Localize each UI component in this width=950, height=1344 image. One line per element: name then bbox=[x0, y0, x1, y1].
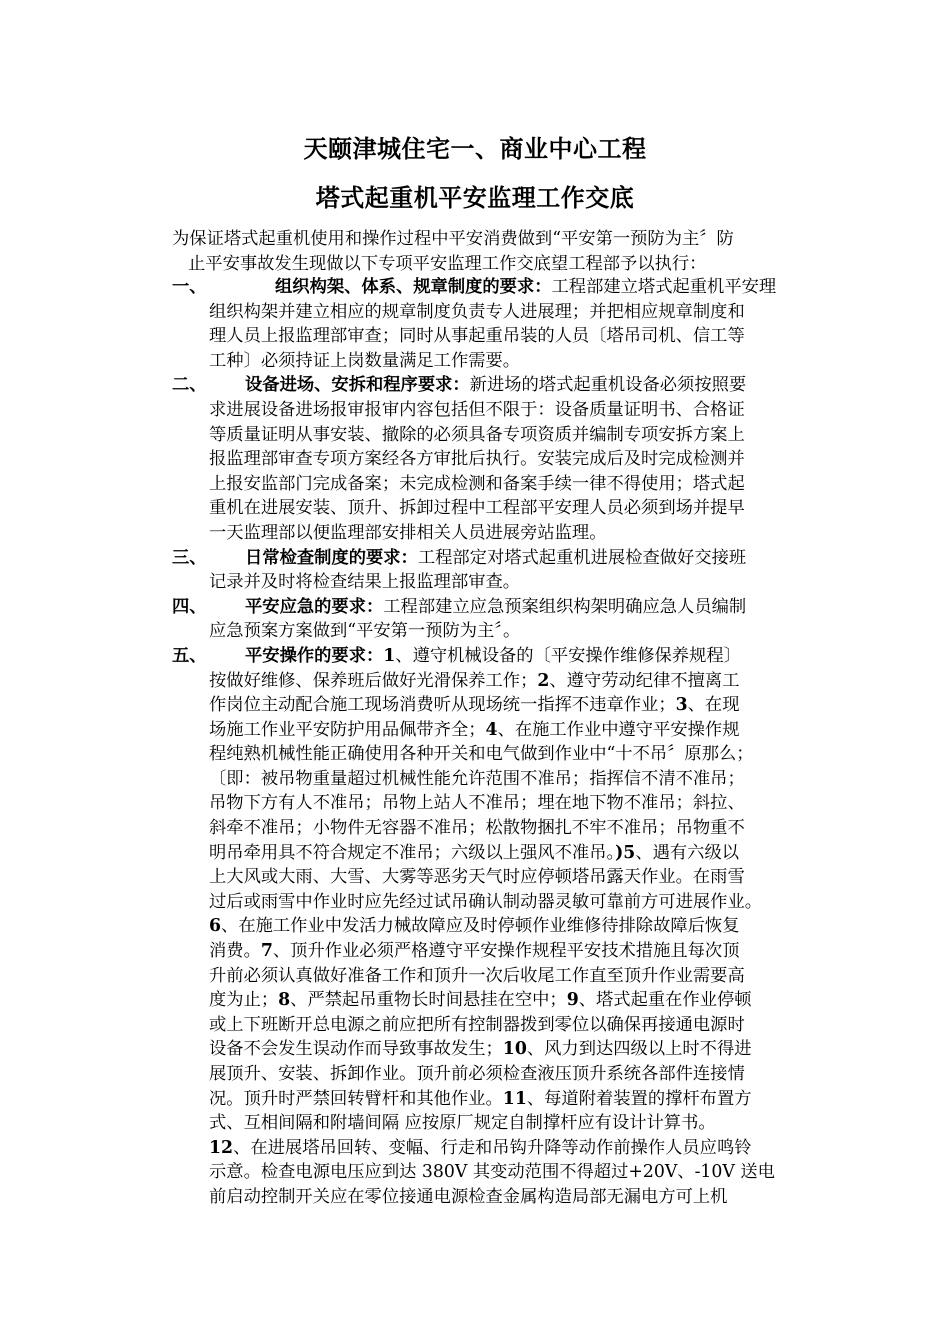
item-line bbox=[209, 1013, 822, 1038]
item-text: 场施工作业平安防护用品佩带齐全； bbox=[209, 719, 486, 740]
item-text: 求进展设备进场报审报审内容包括但不限于：设备质量证明书、合格证 bbox=[209, 399, 745, 420]
item-text: 应急预案方案做到“平安第一预防为主〞。 bbox=[209, 621, 521, 642]
item-text: 重机在进展安装、顶升、拆卸过程中工程部平安理人员必须到场并提早 bbox=[209, 498, 745, 519]
item-line bbox=[209, 865, 822, 890]
item-line bbox=[209, 1136, 822, 1161]
item-text: 、严禁起吊重物长时间悬挂在空中； bbox=[290, 990, 567, 1011]
item-heading: 日常检查制度的要求： bbox=[245, 547, 418, 568]
item-heading: 平安操作的要求： bbox=[245, 645, 384, 666]
item-number: 一、 bbox=[172, 277, 207, 297]
item-line bbox=[209, 914, 822, 939]
item-text: 或上下班断开总电源之前应把所有控制器拨到零位以确保再接通电源时 bbox=[209, 1014, 745, 1035]
item-text: 度为止； bbox=[209, 990, 279, 1011]
item-text: 新进场的塔式起重机设备必须按照要 bbox=[469, 375, 747, 396]
list-item bbox=[172, 546, 822, 595]
item-line bbox=[209, 669, 822, 694]
item-line bbox=[209, 1185, 822, 1210]
list-item bbox=[172, 275, 822, 373]
item-number: 三、 bbox=[172, 547, 207, 568]
item-line bbox=[209, 1111, 822, 1136]
item-text: 工程部建立应急预案组织构架明确应急人员编制 bbox=[383, 596, 747, 617]
item-line bbox=[209, 816, 822, 841]
item-text: 示意。检查电源电压应到达 380V 其变动范围不得超过+20V、-10V 送电 bbox=[209, 1162, 775, 1183]
item-text: 工种〕必须持证上岗数量满足工作需要。 bbox=[209, 350, 521, 371]
step-number: 4 bbox=[485, 719, 498, 740]
item-text: 升前必须认真做好准备工作和顶升一次后收尾工作直至顶升作业需要高 bbox=[209, 965, 745, 986]
list-item bbox=[172, 644, 822, 1210]
item-text: 组织构架并建立相应的规章制度负责专人进展理；并把相应规章制度和 bbox=[209, 301, 745, 322]
item-text: 、在现 bbox=[687, 695, 740, 716]
item-text: 程纯熟机械性能正确使用各种开关和电气做到作业中“十不吊〞原那么； bbox=[209, 744, 754, 765]
item-line bbox=[209, 988, 822, 1013]
step-number: 3 bbox=[675, 695, 688, 716]
item-line bbox=[209, 791, 822, 816]
item-line bbox=[209, 964, 822, 989]
item-text: 〔即：被吊物重量超过机械性能允许范围不准吊；指挥信不清不准吊； bbox=[209, 768, 745, 789]
item-line bbox=[209, 742, 822, 767]
item-text: 工程部定对塔式起重机进展检查做好交接班 bbox=[417, 547, 747, 568]
item-text: 、遵守劳动纪律不擅离工 bbox=[549, 670, 740, 691]
step-number: )5 bbox=[615, 842, 636, 863]
item-text: 、在施工作业中遵守平安操作规 bbox=[497, 719, 740, 740]
intro-line: 为保证塔式起重机使用和操作过程中平安消费做到“平安第一预防为主〞防 bbox=[172, 229, 734, 249]
requirements-list bbox=[172, 275, 822, 1210]
item-text: 式、互相间隔和附墙间隔 应按原厂规定自制撑杆应有设计计算书。 bbox=[209, 1113, 716, 1134]
item-text: 、风力到达四级以上时不得进 bbox=[526, 1039, 752, 1060]
item-line bbox=[209, 1160, 822, 1185]
item-text: 斜牵不准吊；小物件无容器不准吊；松散物捆扎不牢不准吊；吊物重不 bbox=[209, 818, 745, 839]
item-text: 吊物下方有人不准吊；吊物上站人不准吊；埋在地下物不准吊；斜拉、 bbox=[209, 793, 745, 814]
item-text: 报监理部审查专项方案经各方审批后执行。安装完成后及时完成检测并 bbox=[209, 449, 745, 470]
item-heading: 设备进场、安拆和程序要求： bbox=[245, 375, 470, 396]
item-line bbox=[209, 890, 822, 915]
item-text: 、在施工作业中发活力械故障应及时停顿作业维修待排除故障后恢复 bbox=[221, 916, 740, 937]
step-number: 7 bbox=[260, 941, 273, 962]
item-text: 况。顶升时严禁回转臂杆和其他作业。 bbox=[209, 1088, 503, 1109]
item-text: 上报安监部门完成备案；未完成检测和备案手续一律不得使用；塔式起 bbox=[209, 473, 745, 494]
item-line bbox=[209, 939, 822, 964]
item-text: 前启动控制开关应在零位接通电源检查金属构造局部无漏电方可上机 bbox=[209, 1186, 728, 1207]
intro-paragraph bbox=[172, 227, 812, 276]
item-text: 等质量证明从事安装、撤除的必须具备专项资质并编制专项安拆方案上 bbox=[209, 424, 745, 445]
list-item bbox=[172, 595, 822, 644]
document-subtitle: 塔式起重机平安监理工作交底 bbox=[315, 183, 635, 212]
step-number: 6 bbox=[209, 916, 222, 937]
intro-line: 止平安事故发生现做以下专项平安监理工作交底望工程部予以执行： bbox=[188, 253, 707, 274]
item-text: 明吊牵用具不符合规定不准吊；六级以上强风不准吊。 bbox=[209, 842, 616, 863]
item-text: 理人员上报监理部审查；同时从事起重吊装的人员〔塔吊司机、信工等 bbox=[209, 326, 745, 347]
list-item bbox=[172, 373, 822, 545]
item-text: 工程部建立塔式起重机平安理 bbox=[551, 277, 777, 297]
item-text: 、在进展塔吊回转、变幅、行走和吊钩升降等动作前操作人员应鸣铃 bbox=[233, 1137, 752, 1158]
item-line bbox=[209, 1037, 822, 1062]
item-text: 按做好维修、保养班后做好光滑保养工作； bbox=[209, 670, 538, 691]
item-line bbox=[209, 767, 822, 792]
item-line bbox=[209, 1062, 822, 1087]
step-number: 8 bbox=[278, 990, 291, 1011]
item-text: 记录并及时将检查结果上报监理部审查。 bbox=[209, 572, 521, 593]
item-body bbox=[209, 669, 822, 1210]
step-number: 2 bbox=[537, 670, 550, 691]
item-heading: 平安应急的要求： bbox=[245, 596, 384, 617]
item-text: 、每道附着装置的撑杆布置方 bbox=[526, 1088, 752, 1109]
item-text: 过后或雨雪中作业时应先经过试吊确认制动器灵敏可靠前方可进展作业。 bbox=[209, 891, 763, 912]
item-text bbox=[383, 646, 741, 666]
item-text: 一天监理部以便监理部安排相关人员进展旁站监理。 bbox=[209, 522, 607, 543]
item-line bbox=[209, 841, 822, 866]
item-text: 作岗位主动配合施工现场消费听从现场统一指挥不违章作业； bbox=[209, 695, 676, 716]
step-number: 11 bbox=[502, 1088, 527, 1109]
item-text: 消费。 bbox=[209, 941, 261, 962]
step-number: 10 bbox=[502, 1039, 527, 1060]
step-number: 12 bbox=[209, 1137, 234, 1158]
item-text: 、顶升作业必须严格遵守平安操作规程平安技术措施且每次顶 bbox=[272, 941, 740, 962]
item-line bbox=[209, 718, 822, 743]
item-line bbox=[209, 1087, 822, 1112]
step-number: 1 bbox=[383, 645, 396, 666]
item-text: 设备不会发生误动作而导致事故发生； bbox=[209, 1039, 503, 1060]
step-number: 9 bbox=[566, 990, 579, 1011]
item-heading: 组织构架、体系、规章制度的要求： bbox=[275, 277, 552, 297]
item-number: 五、 bbox=[172, 645, 207, 666]
item-text: 展顶升、安装、拆卸作业。顶升前必须检查液压顶升系统各部件连接情 bbox=[209, 1064, 745, 1084]
document-title: 天颐津城住宅一、商业中心工程 bbox=[303, 134, 647, 163]
item-number: 四、 bbox=[172, 596, 207, 617]
item-text: 、遇有六级以 bbox=[635, 842, 740, 863]
item-text: 上大风或大雨、大雪、大雾等恶劣天气时应停顿塔吊露天作业。在雨雪 bbox=[209, 867, 745, 888]
item-number: 二、 bbox=[172, 375, 207, 396]
item-line bbox=[209, 693, 822, 718]
item-text: 、塔式起重在作业停顿 bbox=[578, 990, 752, 1011]
item-text: 、遵守机械设备的〔平安操作维修保养规程〕 bbox=[395, 645, 741, 666]
